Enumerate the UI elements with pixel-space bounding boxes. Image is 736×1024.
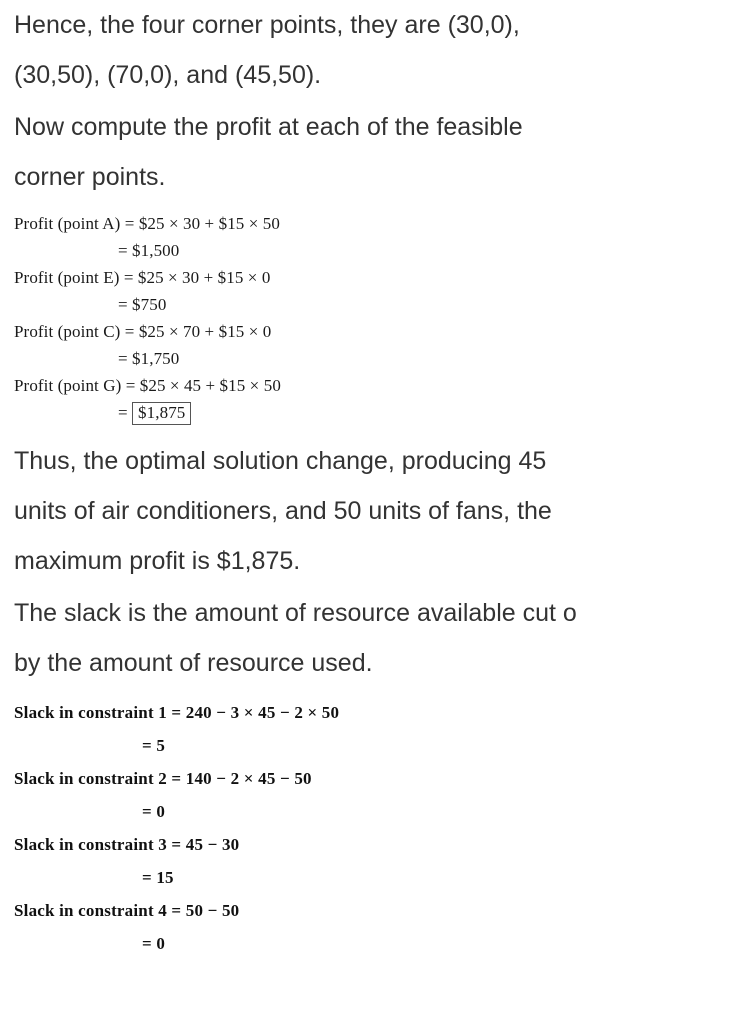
slack-result-2: = 0 xyxy=(142,802,166,821)
slack-expression-1: Slack in constraint 1 = 240 − 3 × 45 − 2 × 50 xyxy=(14,703,340,722)
profit-result-g-boxed-value: $1,875 xyxy=(132,402,191,425)
profit-expression-a: Profit (point A) = $25 × 30 + $15 × 50 xyxy=(14,214,280,233)
slack-result-1: = 5 xyxy=(142,736,166,755)
slack-result-4: = 0 xyxy=(142,934,166,953)
profit-result-a: = $1,500 xyxy=(118,241,180,260)
optimal-line-1: Thus, the optimal solution change, producing 45 xyxy=(14,447,547,475)
corner-points-line-2: (30,50), (70,0), and (45,50). xyxy=(14,61,322,89)
slack-expression-2: Slack in constraint 2 = 140 − 2 × 45 − 50 xyxy=(14,769,312,788)
profit-expression-g: Profit (point G) = $25 × 45 + $15 × 50 xyxy=(14,376,281,395)
slack-calculations xyxy=(0,696,736,960)
compute-profit-line-2: corner points. xyxy=(14,163,166,191)
slack-result-3: = 15 xyxy=(142,868,174,887)
corner-points-line-1: Hence, the four corner points, they are (30,0), xyxy=(14,11,520,39)
profit-result-g-equals: = xyxy=(118,403,133,422)
slack-definition-paragraph xyxy=(0,588,736,688)
slack-definition-line-2: by the amount of resource used. xyxy=(14,649,373,677)
profit-calculations xyxy=(0,210,736,426)
slack-definition-line-1: The slack is the amount of resource available cut o xyxy=(14,599,577,627)
slack-expression-3: Slack in constraint 3 = 45 − 30 xyxy=(14,835,240,854)
compute-profit-paragraph xyxy=(0,102,736,202)
profit-expression-c: Profit (point C) = $25 × 70 + $15 × 0 xyxy=(14,322,272,341)
optimal-line-2: units of air conditioners, and 50 units of fans, the xyxy=(14,497,552,525)
optimal-line-3: maximum profit is $1,875. xyxy=(14,547,301,575)
corner-points-paragraph xyxy=(0,0,736,100)
profit-result-g-row xyxy=(14,399,722,426)
slack-expression-4: Slack in constraint 4 = 50 − 50 xyxy=(14,901,240,920)
profit-expression-e: Profit (point E) = $25 × 30 + $15 × 0 xyxy=(14,268,271,287)
profit-result-c: = $1,750 xyxy=(118,349,180,368)
compute-profit-line-1: Now compute the profit at each of the feasible xyxy=(14,113,523,141)
profit-result-e: = $750 xyxy=(118,295,167,314)
optimal-solution-paragraph xyxy=(0,436,736,586)
